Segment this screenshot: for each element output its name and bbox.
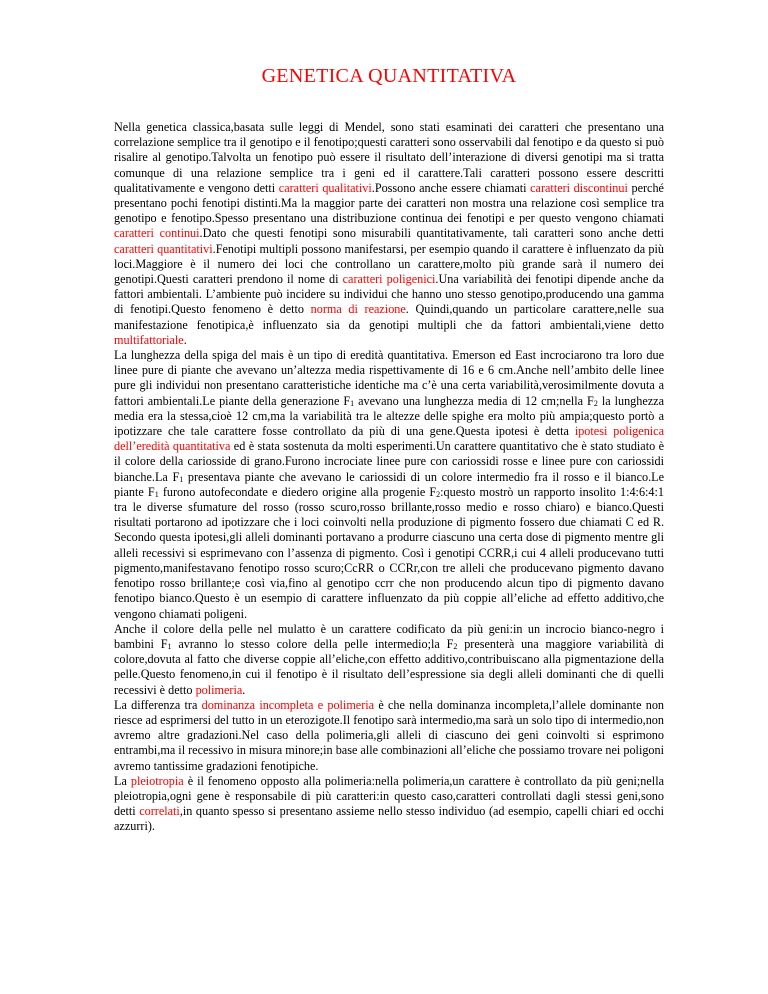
paragraph-quantitative-traits — [114, 120, 664, 348]
text-run: è il fenomeno opposto alla polimeria:nella polimeria,un carattere è controllato da più geni;nella pleiotropia,ogni gene è responsabile di più caratteri:in questo caso,caratteri controllati dagli stessi geni,sono detti — [114, 773, 664, 819]
text-run: .Dato che questi fenotipi sono misurabili quantitativamente, tali caratteri sono anche detti — [199, 226, 664, 241]
text-run: presentava piante che avevano le cariossidi di un colore intermedio fra il rosso e il bianco.Le piante F — [114, 469, 665, 499]
text-run: .Possono anche essere chiamati — [371, 180, 531, 195]
term-caratteri-qualitativi: caratteri qualitativi — [278, 180, 372, 195]
text-run: ,in quanto spesso si presentano assieme nello stesso individuo (ad esempio, capelli chiari ed occhi azzurri). — [114, 804, 664, 834]
term-caratteri-poligenici: caratteri poligenici — [342, 272, 436, 287]
text-run: . — [242, 682, 246, 697]
text-run: la lunghezza media era la stessa,cioè 12 cm,ma la variabilità tra le altezze delle spighe era molto più ampia;questo portò a ipotizzare che tale carattere fosse controllato da più di una gene.Questa ipotesi è detta — [114, 393, 664, 439]
text-run: furono autofecondate e diedero origine alla progenie F — [158, 484, 437, 499]
text-run: avranno lo stesso colore della pelle intermedio;la F — [171, 636, 454, 651]
text-run: perché presentano pochi fenotipi distinti.Ma la maggior parte dei caratteri non mostra una relazione così semplice tra genotipo e fenotipo.Spesso presentano una distribuzione continua dei fenotipi e per questo vengono chiamati — [114, 180, 664, 226]
subscript: 2 — [593, 398, 598, 408]
term-multifattoriale: multifattoriale — [114, 332, 184, 347]
text-run: :questo mostrò un rapporto insolito 1:4:6:4:1 tra le diverse sfumature del rosso (rosso scuro,rosso brillante,rosso medio e rosso chiaro) e bianco.Questi risultati portarono ad ipotizzare che i loci coinvolti nella produzione di pigmento fossero due chiamati C ed R. Secondo questa ipotesi,gli alleli dominanti portavano a produrre ciascuno una certa dose di pigmento mentre gli alleli recessivi si esprimevano con l’assenza di pigmento. Così i genotipi CCRR,i cui 4 alleli producevano tutti pigmento,manifestavano fenotipo rosso scuro;CcRR o CCRr,con tre alleli che producevano pigmento davano fenotipo rosso brillante;e così via,fino al genotipo ccrr che non producendo alcun tipo di pigmento davano fenotipo bianco.Questo è un esempio di carattere influenzato da più coppie all’eliche ad effetto additivo,che vengono chiamati poligeni. — [114, 484, 664, 621]
text-run: . — [183, 332, 187, 347]
document-body — [114, 120, 664, 835]
term-correlati: correlati — [139, 804, 180, 819]
subscript: 1 — [154, 489, 159, 499]
text-run: avevano una lunghezza media di 12 cm;nella F — [354, 393, 594, 408]
text-run: .Fenotipi multipli possono manifestarsi, per esempio quando il carattere è influenzato da più loci.Maggiore è il numero dei loci che controllano un carattere,molto più grande sarà il numero dei genotipi.Questi caratteri prendono il nome di — [114, 241, 664, 287]
paragraph-dominance-vs-polymeria — [114, 698, 664, 774]
term-pleiotropia: pleiotropia — [130, 773, 184, 788]
text-run: La — [114, 773, 131, 788]
subscript: 1 — [179, 474, 184, 484]
subscript: 1 — [350, 398, 355, 408]
text-run: ed è stata sostenuta da molti esperimenti.Un carattere quantitativo che è stato studiato è il colore della cariosside di grano.Furono incrociate linee pure con cariossidi rosse e linee pure con cariossidi bianche.La F — [114, 439, 664, 484]
term-caratteri-quantitativi: caratteri quantitativi — [114, 241, 213, 256]
term-caratteri-continui: caratteri continui — [114, 226, 200, 241]
term-norma-di-reazione: norma di reazione — [310, 302, 406, 317]
subscript: 1 — [167, 641, 172, 651]
paragraph-skin-color — [114, 622, 664, 698]
text-run: .Una variabilità dei fenotipi dipende anche da fattori ambientali. L’ambiente può incidere su individui che hanno uno stesso genotipo,producendo una gamma di fenotipi.Questo fenomeno è detto — [114, 272, 664, 317]
paragraph-pleiotropy — [114, 774, 664, 835]
subscript: 2 — [453, 641, 458, 651]
text-run: Anche il colore della pelle nel mulatto è un carattere codificato da più geni:in un incrocio bianco-negro i bambini F — [114, 621, 664, 651]
term-caratteri-discontinui: caratteri discontinui — [530, 180, 628, 195]
term-ipotesi-poligenica: ipotesi poligenica dell’eredità quantitativa — [114, 424, 665, 454]
term-dominanza-incompleta-polimeria: dominanza incompleta e polimeria — [201, 697, 375, 712]
page-title: GENETICA QUANTITATIVA — [261, 65, 517, 87]
text-run: Nella genetica classica,basata sulle leggi di Mendel, sono stati esaminati dei caratteri che presentano una correlazione semplice tra il genotipo e il fenotipo;questi caratteri sono osservabili dal fenotipo e da questo si può risalire al genotipo.Talvolta un fenotipo può essere il risultato dell’interazione di diversi genotipi ma si tratta comunque di una relazione semplice tra i geni ed il carattere.Tali caratteri possono essere descritti qualitativamente e vengono detti — [114, 120, 664, 195]
text-run: presenterà una maggiore variabilità di colore,dovuta al fatto che diverse coppie all’eliche,con effetto additivo,contribuiscano alla pigmentazione della pelle.Questo fenomeno,in cui il fenotipo è il risultato dell’espressione sia degli alleli dominanti che di quelli recessivi è detto — [114, 636, 664, 697]
paragraph-corn-wheat — [114, 348, 664, 622]
text-run: è che nella dominanza incompleta,l’allele dominante non riesce ad esprimersi del tutto in un eterozigote.Il fenotipo sarà intermedio,ma sarà un solo tipo di intermedio,non avremo altre gradazioni.Nel caso della polimeria,gli alleli di ciascuno dei geni coinvolti si esprimono entrambi,ma il recessivo in misura minore;in base alle combinazioni all’eliche che possiamo trovare nei poligoni avremo tantissime gradazioni fenotipiche. — [114, 697, 665, 773]
text-run: . Quindi,quando un particolare carattere,nelle sua manifestazione fenotipica,è influenzato sia da genotipi multipli che da fattori ambientali,viene detto — [114, 302, 664, 332]
text-run: La lunghezza della spiga del mais è un tipo di eredità quantitativa. Emerson ed East incrociarono tra loro due linee pure di piante che avevano un’altezza media rispettivamente di 16 e 6 cm.Anche nell’ambito delle linee pure gli individui non presentano caratteristiche identiche ma c’è una certa variabilità,verosimilmente dovuta a fattori ambientali.Le piante della generazione F — [114, 348, 664, 408]
subscript: 2 — [436, 489, 441, 499]
text-run: La differenza tra — [114, 697, 202, 712]
term-polimeria: polimeria — [195, 682, 243, 697]
